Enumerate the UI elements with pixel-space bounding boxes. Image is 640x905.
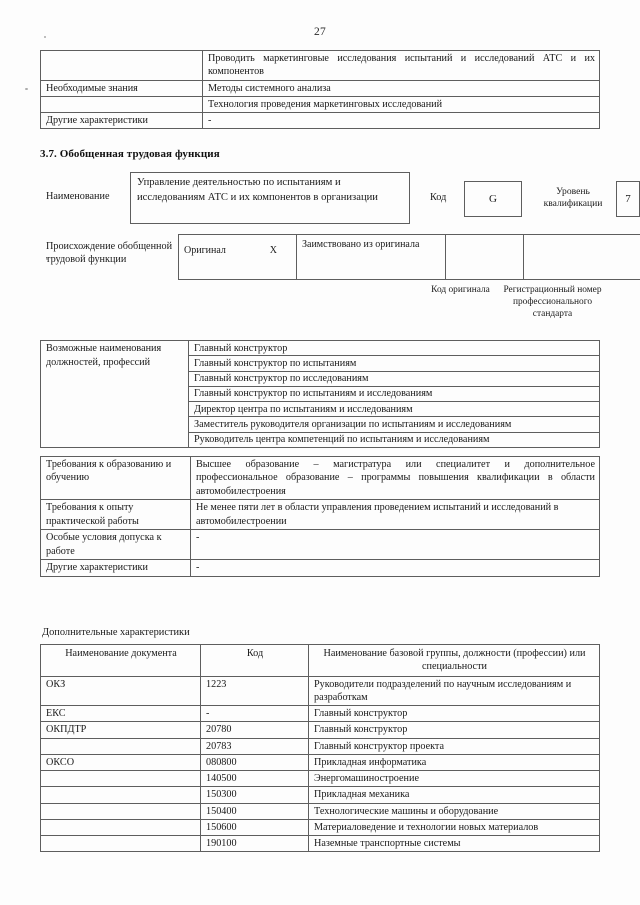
table-row — [41, 500, 600, 530]
cell-name: Прикладная информатика — [309, 754, 600, 770]
table-row — [41, 51, 600, 81]
table-row — [41, 706, 600, 722]
table-row — [41, 787, 600, 803]
code-label: Код — [430, 192, 447, 203]
cell-code: 150400 — [201, 803, 309, 819]
cell-name: Наземные транспортные системы — [309, 836, 600, 852]
row-label-required-knowledge: Необходимые знания — [41, 80, 203, 96]
column-header-code: Код — [201, 645, 309, 677]
job-title-item: Главный конструктор по испытаниям — [189, 356, 600, 371]
origin-grid — [178, 234, 640, 280]
cell-document — [41, 771, 201, 787]
table-row — [41, 80, 600, 96]
cell-code: 1223 — [201, 676, 309, 706]
table-row — [41, 803, 600, 819]
origin-original-mark: X — [269, 245, 277, 256]
column-header-document: Наименование документа — [41, 645, 201, 677]
qualification-level-label: Уровень квалификации — [543, 186, 603, 209]
code-value-box: G — [464, 181, 522, 217]
row-value: Технология проведения маркетинговых исследований — [203, 96, 600, 112]
job-title-item: Заместитель руководителя организации по испытаниям и исследованиям — [189, 417, 600, 432]
cell-name: Руководители подразделений по научным исследованиям и разработкам — [309, 676, 600, 706]
table-row — [41, 560, 600, 576]
origin-label: Происхождение обобщенной трудовой функции — [46, 241, 173, 266]
function-origin-block — [40, 234, 600, 328]
cell-code: 140500 — [201, 771, 309, 787]
origin-code-cell — [446, 235, 524, 280]
cell-code: 20783 — [201, 738, 309, 754]
cell-name: Прикладная механика — [309, 787, 600, 803]
section-heading: 3.7. Обобщенная трудовая функция — [40, 148, 220, 160]
page-number: 27 — [313, 26, 327, 38]
row-label-empty — [41, 51, 203, 81]
cell-document — [41, 787, 201, 803]
cell-document: ЕКС — [41, 706, 201, 722]
cell-name: Главный конструктор — [309, 706, 600, 722]
cell-code: - — [201, 706, 309, 722]
cell-document: ОКПДТР — [41, 722, 201, 738]
table-row — [41, 738, 600, 754]
cell-name: Материаловедение и технологии новых материалов — [309, 819, 600, 835]
row-label-education-requirements: Требования к образованию и обучению — [41, 457, 191, 500]
origin-registration-cell — [524, 235, 640, 280]
cell-code: 080800 — [201, 754, 309, 770]
job-titles-label — [41, 341, 189, 448]
row-value: Методы системного анализа — [203, 80, 600, 96]
column-header-name: Наименование базовой группы, должности (профессии) или специальности — [309, 645, 600, 677]
table-row — [41, 113, 600, 129]
scan-artifact-dot — [44, 36, 46, 38]
scan-artifact-dot — [25, 88, 28, 90]
table-row — [41, 754, 600, 770]
origin-registration-caption: Регистрационный номер профессионального стандарта — [503, 285, 602, 320]
table-row — [41, 819, 600, 835]
table-row — [41, 836, 600, 852]
row-value: Высшее образование – магистратура или специалитет и дополнительное профессиональное образование – программы повышения квалификации в области автомобилестроения — [191, 457, 600, 500]
cell-document: ОКСО — [41, 754, 201, 770]
additional-characteristics-caption: Дополнительные характеристики — [42, 627, 190, 638]
row-label-continued — [41, 96, 203, 112]
possible-job-titles-table — [40, 340, 600, 448]
naming-label: Наименование — [46, 191, 110, 202]
cell-document — [41, 738, 201, 754]
origin-original-cell — [179, 235, 297, 280]
qualification-level-value-box: 7 — [616, 181, 640, 217]
generalized-function-naming-block — [40, 172, 631, 228]
cell-document — [41, 803, 201, 819]
table-row — [41, 96, 600, 112]
job-titles-label-text: Возможные наименования должностей, профессий — [46, 342, 162, 368]
cell-name: Главный конструктор — [309, 722, 600, 738]
row-label-other-characteristics: Другие характеристики — [41, 560, 191, 576]
cell-name: Главный конструктор проекта — [309, 738, 600, 754]
table-row — [41, 457, 600, 500]
origin-borrowed-cell: Заимствовано из оригинала — [297, 235, 446, 280]
cell-document — [41, 836, 201, 852]
job-title-item: Главный конструктор — [189, 341, 600, 356]
cell-code: 20780 — [201, 722, 309, 738]
row-value: Проводить маркетинговые исследования испытаний и исследований АТС и их компонентов — [203, 51, 600, 81]
job-title-item: Главный конструктор по испытаниям и исследованиям — [189, 386, 600, 401]
job-title-item: Руководитель центра компетенций по испытаниям и исследованиям — [189, 432, 600, 447]
cell-code: 190100 — [201, 836, 309, 852]
table-row — [41, 771, 600, 787]
table-row — [41, 676, 600, 706]
table-row — [41, 530, 600, 560]
job-title-item: Главный конструктор по исследованиям — [189, 371, 600, 386]
row-value: - — [191, 530, 600, 560]
additional-characteristics-table — [40, 644, 600, 852]
cell-name: Энергомашиностроение — [309, 771, 600, 787]
row-value: Не менее пяти лет в области управления проведением испытаний и исследований в автомобилестроении — [191, 500, 600, 530]
cell-name: Технологические машины и оборудование — [309, 803, 600, 819]
origin-code-caption: Код оригинала — [431, 285, 490, 295]
required-knowledge-table — [40, 50, 600, 129]
cell-document: ОКЗ — [41, 676, 201, 706]
table-row — [41, 341, 600, 356]
table-row — [41, 722, 600, 738]
cell-code: 150600 — [201, 819, 309, 835]
row-value: - — [191, 560, 600, 576]
row-label-experience-requirements: Требования к опыту практической работы — [41, 500, 191, 530]
job-title-item: Директор центра по испытаниям и исследованиям — [189, 402, 600, 417]
naming-value-box: Управление деятельностью по испытаниям и исследованиям АТС и их компонентов в организации — [130, 172, 410, 224]
row-value: - — [203, 113, 600, 129]
row-label-other-characteristics: Другие характеристики — [41, 113, 203, 129]
table-row — [179, 235, 640, 280]
cell-document — [41, 819, 201, 835]
requirements-table — [40, 456, 600, 577]
row-label-special-admission-conditions: Особые условия допуска к работе — [41, 530, 191, 560]
origin-original-label: Оригинал — [184, 245, 226, 256]
table-header-row — [41, 645, 600, 677]
cell-code: 150300 — [201, 787, 309, 803]
